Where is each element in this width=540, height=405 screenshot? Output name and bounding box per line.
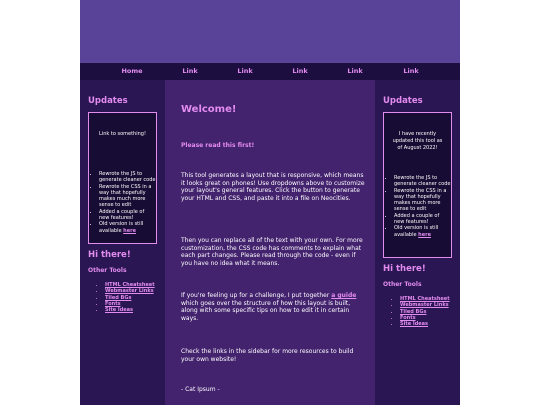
right-updates-box <box>383 112 452 258</box>
layout-frame <box>80 0 460 405</box>
list-item: • Rewrote the JS to generate cleaner code <box>99 171 156 184</box>
intro-paragraph: This tool generates a layout that is responsive, which means it looks great on phones! Use dropdowns above to customize your layout's general features. Click the button to generate your HTML and CSS, and paste it into a file on Neocities. <box>181 172 365 202</box>
tool-link-webmaster-links[interactable]: Webmaster Links <box>105 288 154 295</box>
customize-paragraph: Then you can replace all of the text with your own. For more customization, the CSS code has comments to explain what each part changes. Please read through the code - even if you have no idea what it means. <box>181 237 363 267</box>
left-box-note[interactable]: Link to something! <box>99 131 146 137</box>
list-item <box>99 221 156 234</box>
list-item-text: Old version is still available <box>99 221 144 234</box>
page-subtitle: Please read this first! <box>181 142 255 149</box>
right-tools-list <box>383 296 460 327</box>
nav-link-4[interactable]: Link <box>347 67 363 75</box>
nav-link-3[interactable]: Link <box>292 67 308 75</box>
guide-text-before: If you're feeling up for a challenge, I put together <box>181 292 332 299</box>
nav-home-link[interactable]: Home <box>121 67 143 75</box>
left-updates-box <box>88 112 157 244</box>
here-link[interactable]: here <box>123 227 136 234</box>
right-tools-heading: Other Tools <box>383 281 422 288</box>
tool-link-fonts[interactable]: Fonts <box>105 300 121 307</box>
list-item-text: Old version is still available <box>394 225 439 238</box>
guide-link[interactable]: a guide <box>331 292 357 299</box>
list-item[interactable] <box>400 321 460 327</box>
left-sidebar <box>80 80 165 405</box>
left-updates-heading: Updates <box>88 96 128 106</box>
left-updates-list <box>89 171 156 234</box>
here-link[interactable]: here <box>418 231 431 238</box>
right-sidebar <box>375 80 460 405</box>
list-item: • Added a couple of new features! <box>99 209 156 222</box>
sidebar-resources-paragraph: Check the links in the sidebar for more resources to build your own website! <box>181 348 354 363</box>
guide-text-after: which goes over the structure of how this layout is built, along with some specific tips on how to edit it in certain ways. <box>181 299 351 322</box>
signature: - Cat Ipsum - <box>181 386 220 393</box>
page-title: Welcome! <box>181 104 237 115</box>
guide-paragraph <box>181 292 365 322</box>
nav-link-2[interactable]: Link <box>237 67 253 75</box>
tool-link-site-ideas[interactable]: Site Ideas <box>400 321 429 328</box>
top-nav <box>80 63 460 80</box>
list-item <box>394 225 451 238</box>
nav-link-1[interactable]: Link <box>182 67 198 75</box>
tool-link-html-cheatsheet[interactable]: HTML Cheatsheet <box>400 296 450 302</box>
nav-link-5[interactable]: Link <box>403 67 419 75</box>
tool-link-webmaster-links[interactable]: Webmaster Links <box>400 302 449 309</box>
right-hi-heading: Hi there! <box>383 264 426 274</box>
tool-link-site-ideas[interactable]: Site Ideas <box>105 307 134 314</box>
list-item: • Rewrote the JS to generate cleaner code <box>394 175 451 188</box>
tool-link-tiled-bgs[interactable]: Tiled BGs <box>105 294 132 301</box>
right-updates-heading: Updates <box>383 96 423 106</box>
right-box-note: I have recently updated this tool as of August 2022! <box>392 131 443 151</box>
tool-link-html-cheatsheet[interactable]: HTML Cheatsheet <box>105 282 155 288</box>
right-updates-list <box>384 175 451 238</box>
header-banner <box>80 0 460 63</box>
left-hi-heading: Hi there! <box>88 250 131 260</box>
list-item: • Rewrote the CSS in a way that hopefully makes much more sense to edit <box>99 184 156 209</box>
tool-link-fonts[interactable]: Fonts <box>400 314 416 321</box>
tool-link-tiled-bgs[interactable]: Tiled BGs <box>400 308 427 315</box>
list-item: • Rewrote the CSS in a way that hopefully makes much more sense to edit <box>394 188 451 213</box>
left-tools-heading: Other Tools <box>88 267 127 274</box>
main-content <box>165 80 375 405</box>
list-item: • Added a couple of new features! <box>394 213 451 226</box>
